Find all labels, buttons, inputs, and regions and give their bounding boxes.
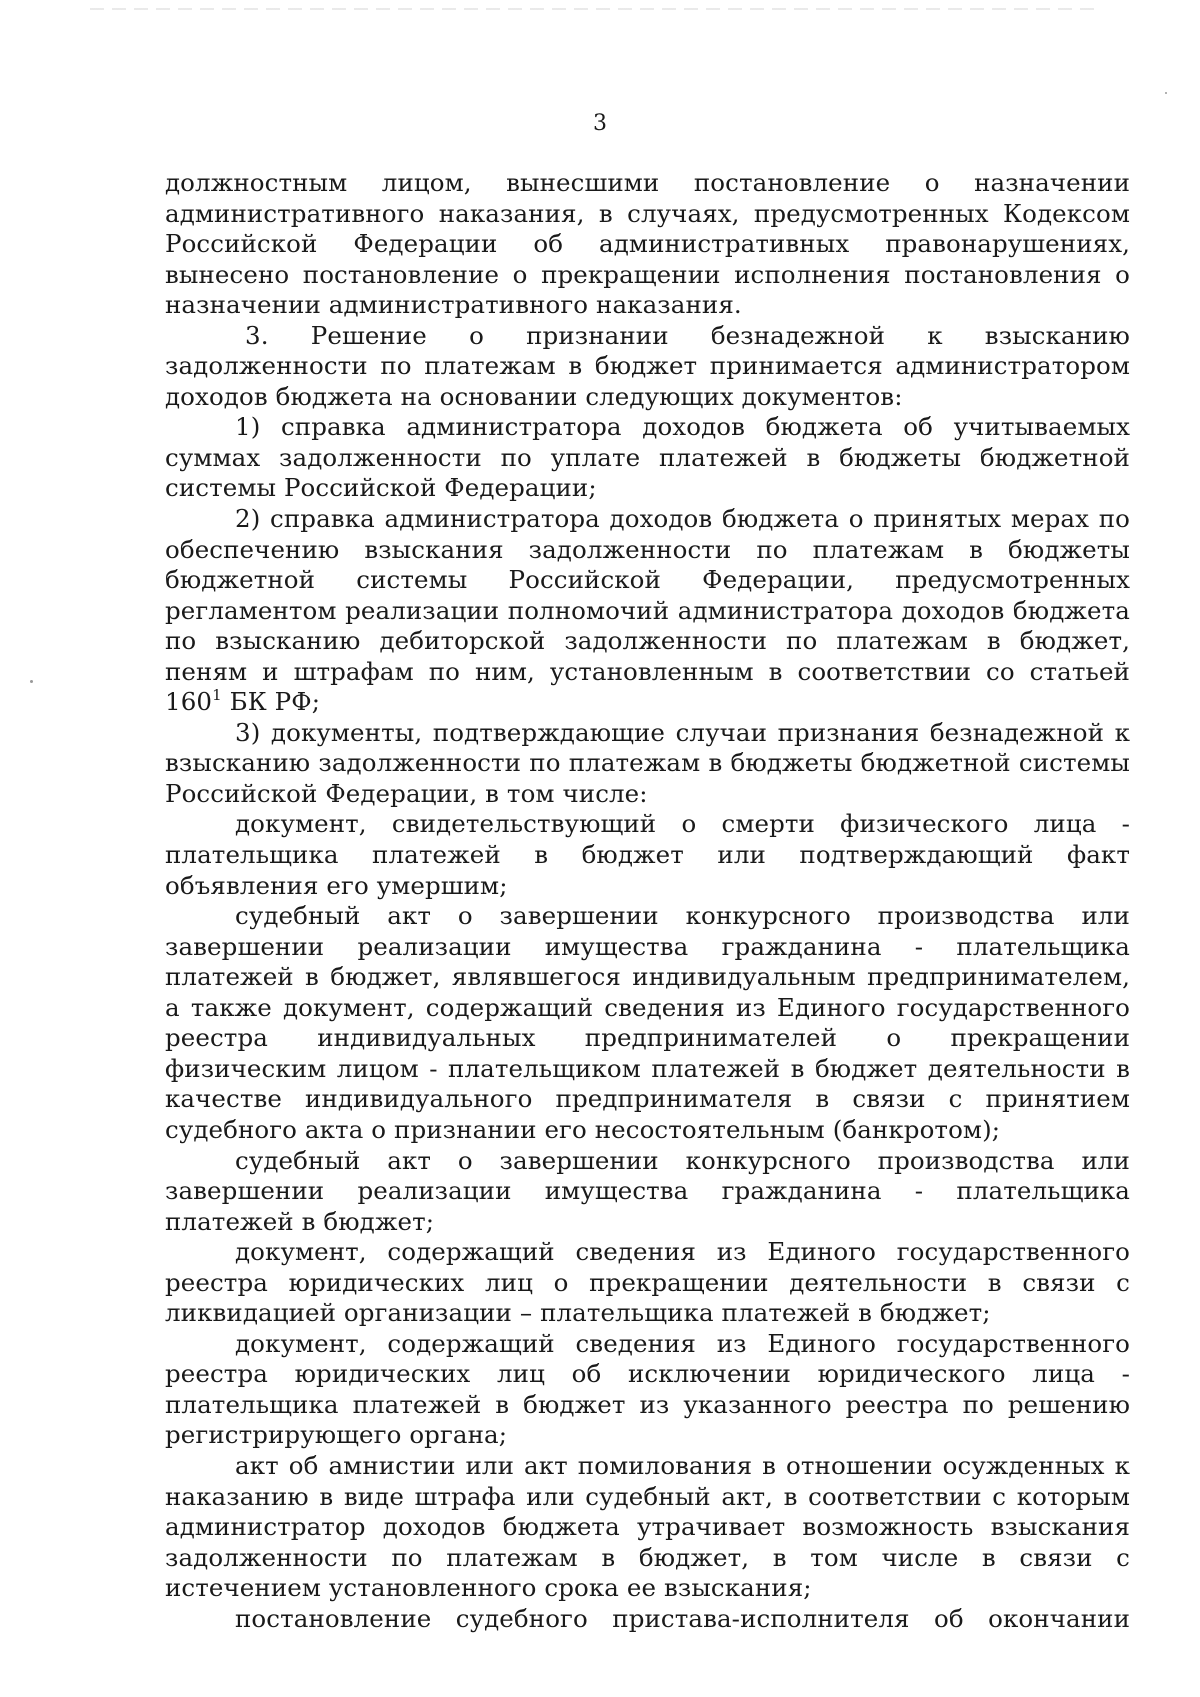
scan-speck <box>1165 92 1167 94</box>
paragraph-death-document: документ, свидетельствующий о смерти физического лица - плательщика платежей в бюджет или подтверждающий факт объявления его умершим; <box>165 809 1130 900</box>
superscript-number: 1 <box>212 686 222 705</box>
paragraph-bailiff-resolution: постановление судебного пристава-исполнителя об окончании <box>235 1603 1130 1633</box>
paragraph-continuation: должностным лицом, вынесшими постановление о назначении административного наказания, в случаях, предусмотренных Кодексом Российской Федерации об административных правонарушениях, вынесено постановление о прекращении исполнения постановления о назначении административного наказания. <box>165 168 1130 320</box>
paragraph-subitem-2-tail: БК РФ; <box>221 687 321 717</box>
scan-edge-artifact <box>90 8 1100 10</box>
page-number: 3 <box>593 111 607 136</box>
paragraph-bankruptcy-entrepreneur: судебный акт о завершении конкурсного производства или завершении реализации имущества гражданина - плательщика платежей в бюджет, являвшегося индивидуальным предпринимателем, а также документ, содержащий сведения из Единого государственного реестра индивидуальных предпринимателей о прекращении физическим лицом - плательщиком платежей в бюджет деятельности в качестве индивидуального предпринимателя в связи с принятием судебного акта о признании его несостоятельным (банкротом); <box>165 901 1130 1144</box>
paragraph-item-3: 3. Решение о признании безнадежной к взысканию задолженности по платежам в бюджет принимается администратором доходов бюджета на основании следующих документов: <box>165 320 1130 411</box>
paragraph-bankruptcy-citizen: судебный акт о завершении конкурсного производства или завершении реализации имущества гражданина - плательщика платежей в бюджет; <box>165 1145 1130 1236</box>
paragraph-subitem-2-text: 2) справка администратора доходов бюджета о принятых мерах по обеспечению взыскания задолженности по платежам в бюджеты бюджетной системы Российской Федерации, предусмотренных регламентом реализации полномочий администратора доходов бюджета по взысканию дебиторской задолженности по платежам в бюджет, пеням и штрафам по ним, установленным в соответствии со статьей 160 <box>165 504 1130 717</box>
paragraph-amnesty: акт об амнистии или акт помилования в отношении осужденных к наказанию в виде штрафа или судебный акт, в соответствии с которым администратор доходов бюджета утрачивает возможность взыскания задолженности по платежам в бюджет, в том числе в связи с истечением установленного срока ее взыскания; <box>165 1450 1130 1603</box>
paragraph-subitem-3: 3) документы, подтверждающие случаи признания безнадежной к взысканию задолженности по платежам в бюджеты бюджетной системы Российской Федерации, в том числе: <box>165 717 1130 808</box>
document-body <box>165 168 1130 1634</box>
paragraph-exclusion: документ, содержащий сведения из Единого государственного реестра юридических лиц об исключении юридического лица - плательщика платежей в бюджет из указанного реестра по решению регистрирующего органа; <box>165 1328 1130 1450</box>
paragraph-liquidation: документ, содержащий сведения из Единого государственного реестра юридических лиц о прекращении деятельности в связи с ликвидацией организации – плательщика платежей в бюджет; <box>165 1237 1130 1328</box>
paragraph-subitem-1: 1) справка администратора доходов бюджета об учитываемых суммах задолженности по уплате платежей в бюджеты бюджетной системы Российской Федерации; <box>165 412 1130 503</box>
paragraph-subitem-2 <box>165 504 1130 718</box>
scan-speck <box>30 680 33 683</box>
